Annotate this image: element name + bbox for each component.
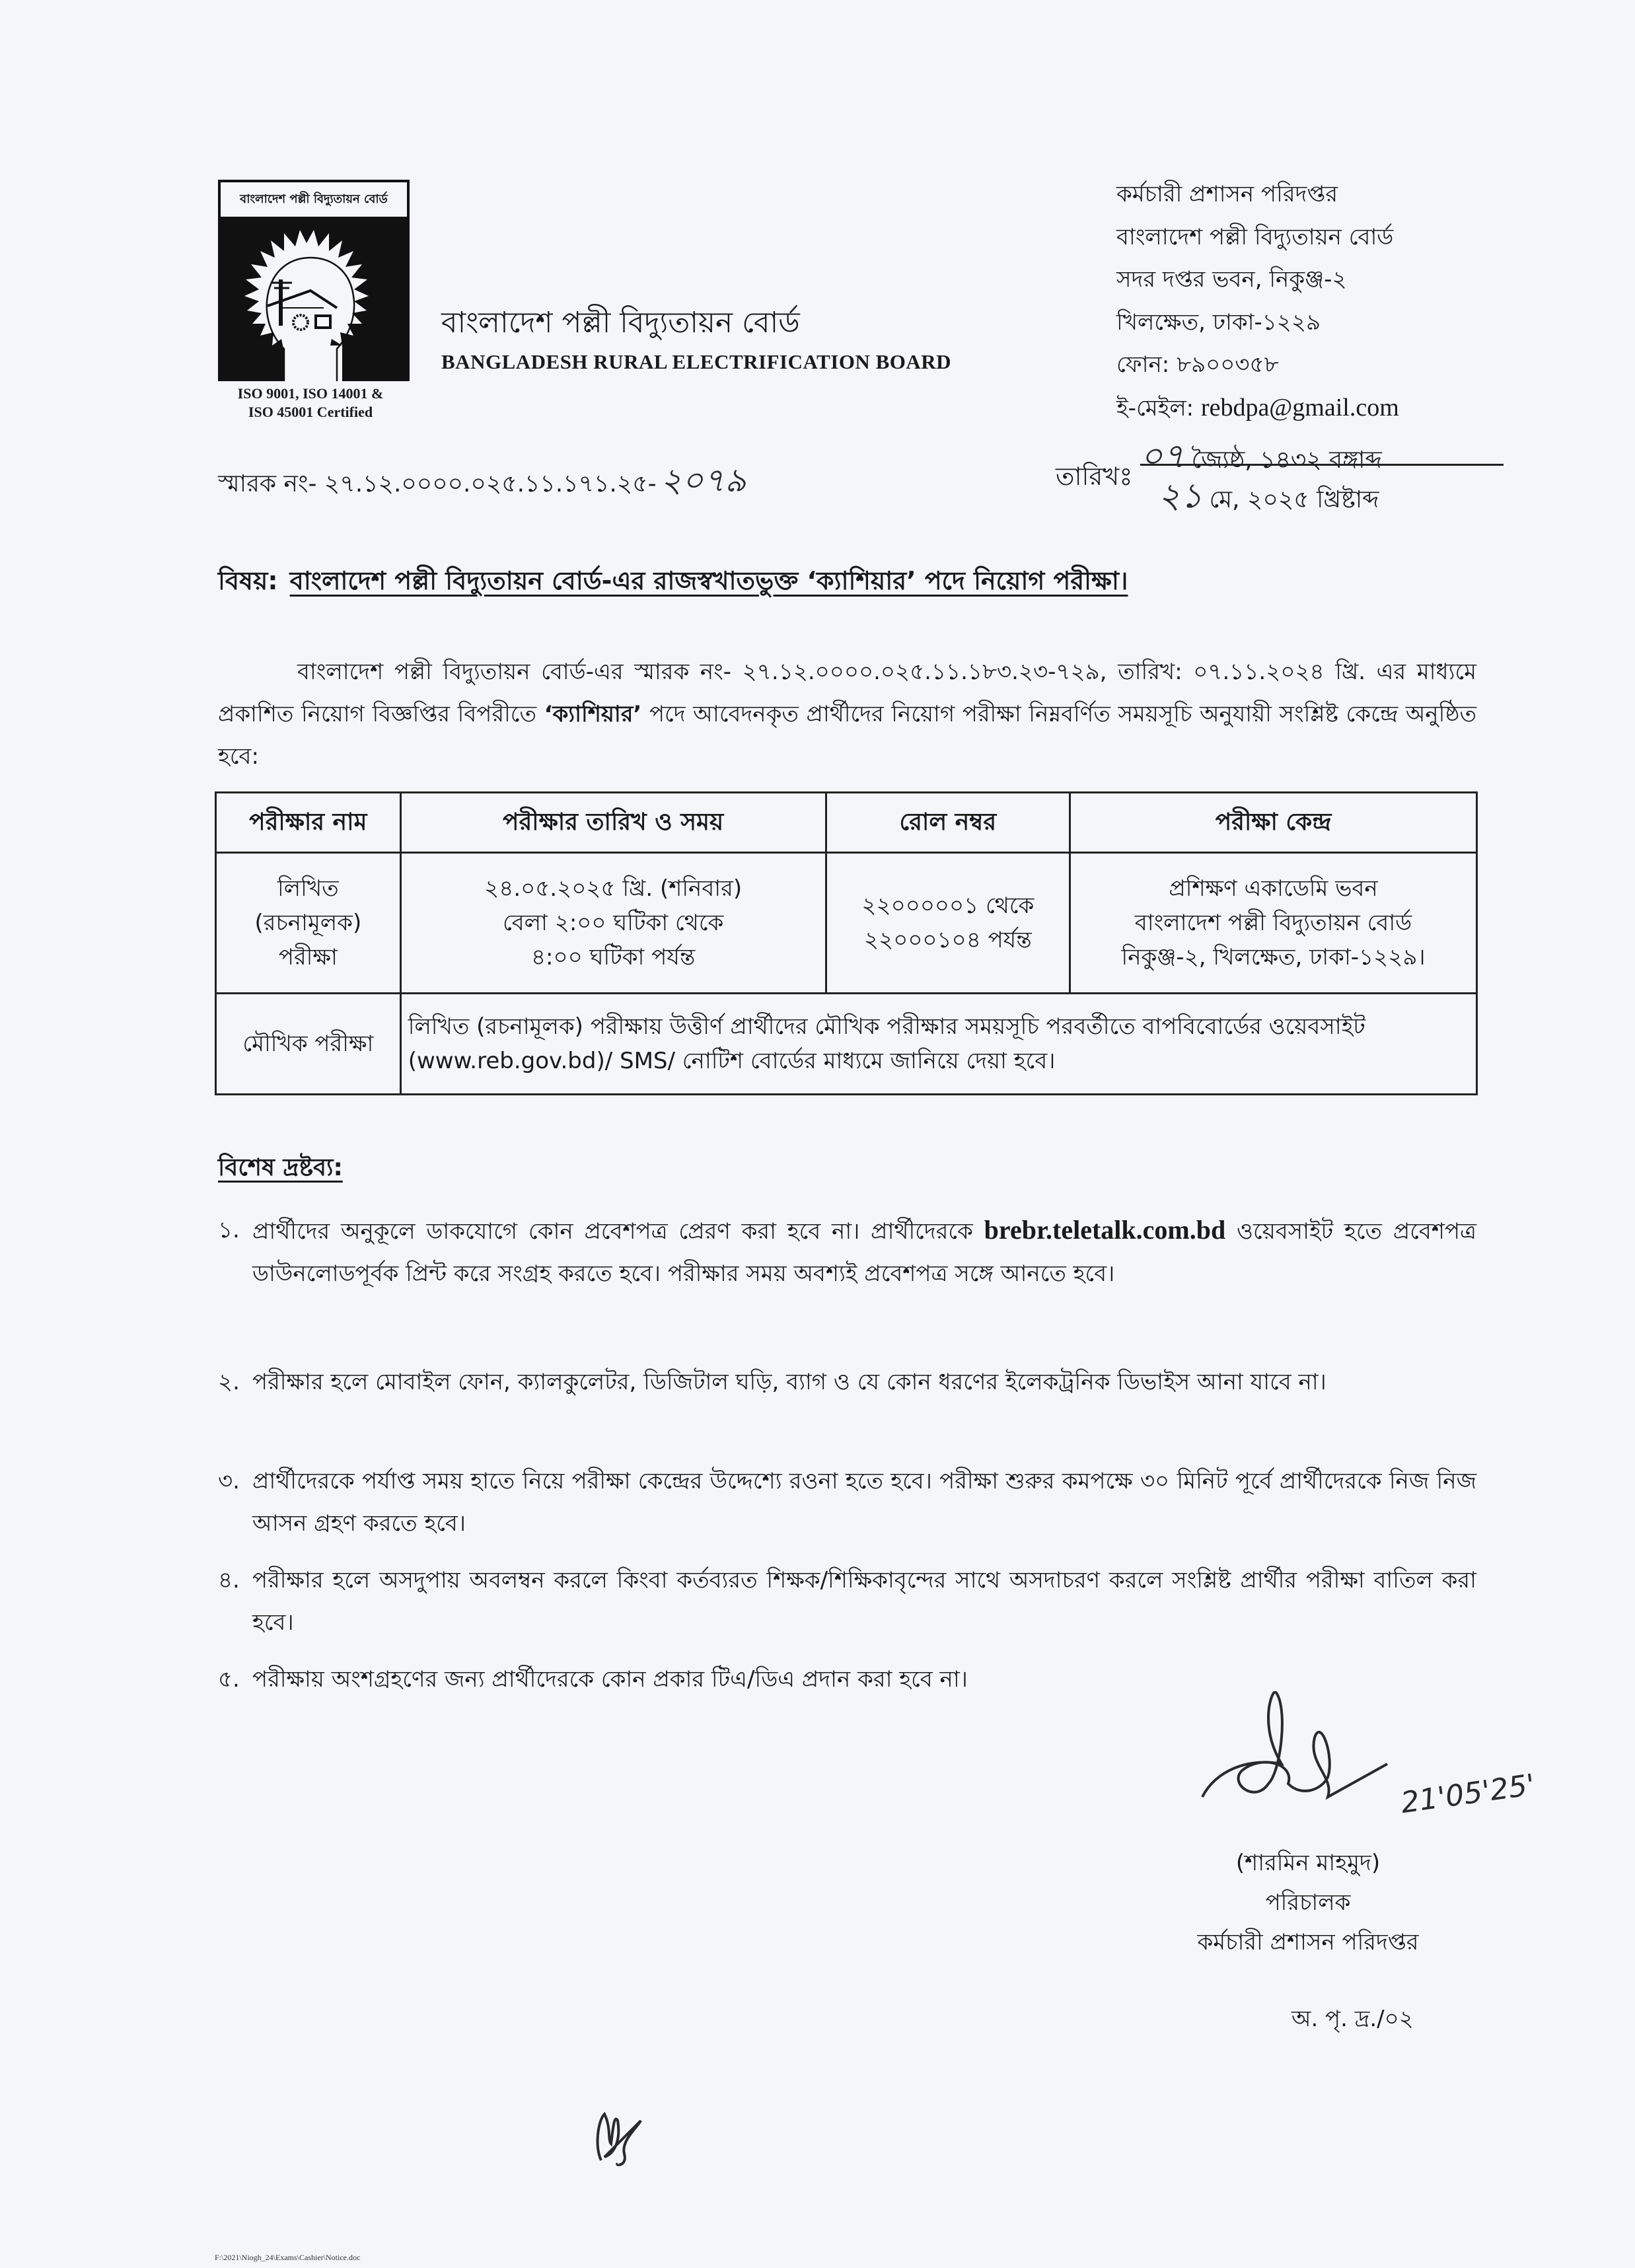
note-text: পরীক্ষার হলে মোবাইল ফোন, ক্যালকুলেটর, ডিজিটাল ঘড়ি, ব্যাগ ও যে কোন ধরণের ইলেকট্রনিক ডিভাইস আনা যাবে না। <box>252 1369 1326 1395</box>
written-center-line-3: নিকুঞ্জ-২, খিলক্ষেত, ঢাকা-১২২৯। <box>1121 944 1426 970</box>
phone-label: ফোন: <box>1116 351 1177 378</box>
memo-handwritten-number: ২০৭৯ <box>660 461 746 499</box>
date-divider <box>1140 464 1504 466</box>
note-item-2 <box>218 1361 1476 1403</box>
address-line-2: বাংলাদেশ পল্লী বিদ্যুতায়ন বোর্ড <box>1116 223 1394 250</box>
note-text: পরীক্ষায় অংশগ্রহণের জন্য প্রার্থীদেরকে কোন প্রকার টিএ/ডিএ প্রদান করা হবে না। <box>252 1666 968 1693</box>
date-label: তারিখঃ <box>1056 462 1133 491</box>
subject-text: বাংলাদেশ পল্লী বিদ্যুতায়ন বোর্ড-এর রাজস্বখাতভুক্ত ‘ক্যাশিয়ার’ পদে নিয়োগ পরীক্ষা। <box>289 566 1128 595</box>
body-bold-post: ‘ক্যাশিয়ার’ <box>544 701 642 727</box>
office-address <box>1116 173 1399 429</box>
subject-label: বিষয়: <box>218 566 278 595</box>
date-bangla-rest: জ্যৈষ্ঠ, ১৪৩২ বঙ্গাব্দ <box>1191 447 1382 474</box>
written-center-line-1: প্রশিক্ষণ একাডেমি ভবন <box>1169 875 1378 902</box>
org-name-english: BANGLADESH RURAL ELECTRIFICATION BOARD <box>441 350 952 373</box>
cell-viva-text: লিখিত (রচনামূলক) পরীক্ষায় উত্তীর্ণ প্রার্থীদের মৌখিক পরীক্ষার সময়সূচি পরবর্তীতে বাপবিবোর্ডের ওয়েবসাইট (www.reb.gov.bd)/ SMS/ নোটিশ বোর্ডের মাধ্যমে জানিয়ে দেয়া হবে। <box>400 994 1476 1095</box>
subject-line <box>218 562 1128 604</box>
note-text: পরীক্ষার হলে অসদুপায় অবলম্বন করলে কিংবা কর্তব্যরত শিক্ষক/শিক্ষিকাবৃন্দের সাথে অসদাচরণ করলে সংশ্লিষ্ট প্রার্থীর পরীক্ষা বাতিল করা হবে। <box>252 1567 1476 1636</box>
memo-number <box>218 456 746 511</box>
lightbulb-emblem-icon <box>218 217 410 381</box>
note-number: ৩. <box>218 1468 240 1494</box>
note-item-4 <box>218 1559 1476 1644</box>
note-number: ৪. <box>218 1567 240 1593</box>
note-item-3 <box>218 1460 1476 1545</box>
date-bangla-day: ০৭ <box>1140 437 1185 476</box>
note-number: ২. <box>218 1369 240 1395</box>
phone-line <box>1116 344 1399 386</box>
signature-date: 21'05'25' <box>1399 1768 1537 1820</box>
note-number: ১. <box>218 1217 240 1243</box>
phone-number: ৮৯০০৩৫৮ <box>1177 351 1279 378</box>
file-path: F:\2021\Niogh_24\Exams\Cashier\Notice.doc <box>215 2253 361 2262</box>
header-roll-number: রোল নম্বর <box>826 793 1070 853</box>
reb-logo <box>218 180 410 381</box>
note-item-1 <box>218 1209 1476 1295</box>
table-row-viva <box>216 994 1477 1095</box>
table-header-row <box>216 793 1477 853</box>
table-row-written <box>216 853 1477 994</box>
email-line <box>1116 386 1399 430</box>
email-label: ই-মেইল: <box>1116 394 1201 421</box>
written-center-line-2: বাংলাদেশ পল্লী বিদ্যুতায়ন বোর্ড <box>1134 910 1412 936</box>
handwritten-signature <box>1189 1691 1407 1823</box>
body-part-1: বাংলাদেশ পল্লী বিদ্যুতায়ন বোর্ড-এর স্মারক নং- ২৭.১২.০০০০.০২৫.১১.১৮৩.২৩-৭২৯, তারিখ: ০৭.১১.২০২৪ খ্রি. এর মাধ্যমে প্রকাশিত নিয়োগ বিজ্ঞপ্তির বিপরীতে <box>218 659 1476 727</box>
cell-viva-name: মৌখিক পরীক্ষা <box>216 994 401 1095</box>
reference-code: অ. পৃ. দ্র./০২ <box>1291 2006 1414 2032</box>
address-line-1: কর্মচারী প্রশাসন পরিদপ্তর <box>1116 181 1338 207</box>
written-date-line-3: ৪:০০ ঘটিকা পর্যন্ত <box>530 944 696 970</box>
signatory-block <box>1149 1843 1467 1962</box>
body-part-2: পদে আবেদনকৃত প্রার্থীদের নিয়োগ পরীক্ষা নিম্নবর্ণিত সময়সূচি অনুযায়ী সংশ্লিষ্ট কেন্দ্রে অনুষ্ঠিত হবে: <box>218 701 1476 770</box>
signatory-designation: পরিচালক <box>1265 1889 1351 1916</box>
header-exam-name: পরীক্ষার নাম <box>216 793 401 853</box>
written-date-line-1: ২৪.০৫.২০২৫ খ্রি. (শনিবার) <box>484 875 743 902</box>
written-roll-line-2: ২২০০০১০৪ পর্যন্ত <box>864 927 1032 953</box>
org-name-bangla: বাংলাদেশ পল্লী বিদ্যুতায়ন বোর্ড <box>441 306 800 340</box>
signatory-name: (শারমিন মাহমুদ) <box>1235 1850 1381 1876</box>
date-gregorian-rest: মে, ২০২৫ খ্রিষ্টাব্দ <box>1209 486 1379 513</box>
logo-text: বাংলাদেশ পল্লী বিদ্যুতায়ন বোর্ড <box>221 182 407 217</box>
cell-written-date <box>400 853 826 994</box>
email-link[interactable]: rebdpa@gmail.com <box>1200 393 1399 421</box>
header-exam-center: পরীক্ষা কেন্দ্র <box>1070 793 1477 853</box>
body-paragraph <box>218 651 1476 778</box>
written-name-line-3: পরীক্ষা <box>278 944 338 970</box>
iso-certification <box>211 384 410 421</box>
notes-heading: বিশেষ দ্রষ্টব্য: <box>218 1154 343 1181</box>
note-text <box>252 1209 1476 1295</box>
written-date-line-2: বেলা ২:০০ ঘটিকা থেকে <box>503 910 724 936</box>
signatory-office: কর্মচারী প্রশাসন পরিদপ্তর <box>1197 1929 1419 1956</box>
address-line-3: সদর দপ্তর ভবন, নিকুঞ্জ-২ <box>1116 266 1347 293</box>
note-text: প্রার্থীদেরকে পর্যাপ্ত সময় হাতে নিয়ে পরীক্ষা কেন্দ্রের উদ্দেশ্যে রওনা হতে হবে। পরীক্ষা শুরুর কমপক্ষে ৩০ মিনিট পূর্বে প্রার্থীদেরকে নিজ নিজ আসন গ্রহণ করতে হবে। <box>252 1468 1476 1537</box>
written-roll-line-1: ২২০০০০০১ থেকে <box>861 893 1035 919</box>
memo-label: স্মারক নং- ২৭.১২.০০০০.০২৫.১১.১৭১.২৫- <box>218 470 657 497</box>
iso-line-2: ISO 45001 Certified <box>248 404 373 420</box>
note-text-b: ওয়েবসাইট হতে প্রবেশপত্র ডাউনলোডপূর্বক প্রিন্ট করে সংগ্রহ করতে হবে। পরীক্ষার সময় অবশ্যই প্রবেশপত্র সঙ্গে আনতে হবে। <box>252 1218 1477 1287</box>
cell-written-roll <box>826 853 1070 994</box>
iso-line-1: ISO 9001, ISO 14001 & <box>237 385 384 402</box>
cell-written-name <box>216 853 401 994</box>
written-name-line-1: লিখিত <box>277 875 339 902</box>
cell-written-center <box>1070 853 1477 994</box>
exam-schedule-table <box>215 791 1478 1095</box>
date-gregorian <box>1158 469 1379 527</box>
written-name-line-2: (রচনামূলক) <box>254 910 362 936</box>
date-gregorian-day: ২১ <box>1158 476 1203 516</box>
address-line-4: খিলক্ষেত, ঢাকা-১২২৯ <box>1116 309 1321 336</box>
note-number: ৫. <box>218 1666 240 1693</box>
handwritten-initials <box>595 2107 647 2167</box>
header-exam-date-time: পরীক্ষার তারিখ ও সময় <box>400 793 826 853</box>
admit-card-website-link[interactable]: brebr.teletalk.com.bd <box>984 1215 1226 1245</box>
note-text-a: প্রার্থীদের অনুকূলে ডাকযোগে কোন প্রবেশপত্র প্রেরণ করা হবে না। প্রার্থীদেরকে <box>252 1218 984 1245</box>
